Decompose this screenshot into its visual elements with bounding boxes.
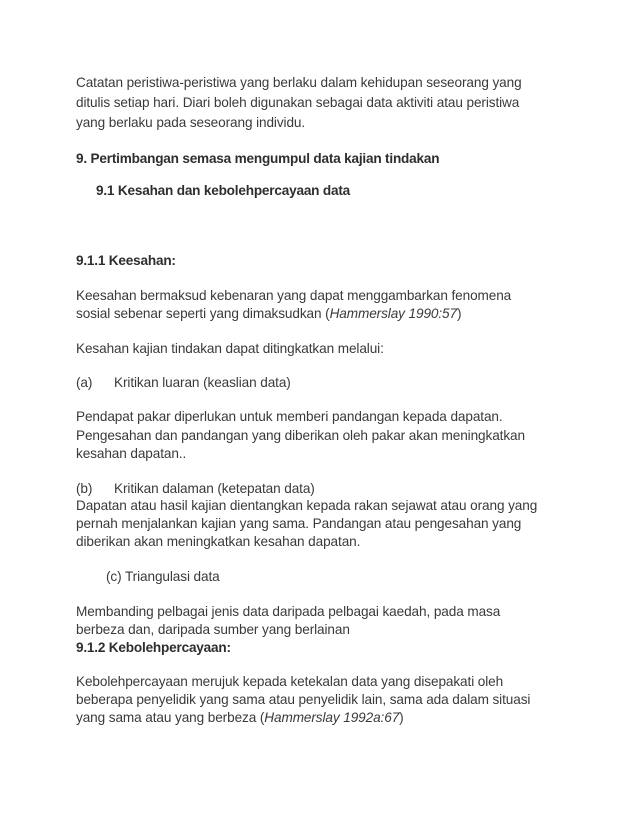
keesahan-line-1: Keesahan bermaksud kebenaran yang dapat menggambarkan fenomena <box>76 288 512 303</box>
kebolehpercayaan-line-3 <box>76 709 404 727</box>
item-a-desc-line-3: kesahan dapatan.. <box>76 446 187 461</box>
section-9-1-heading: 9.1 Kesahan dan kebolehpercayaan data <box>96 183 351 198</box>
section-9-1-1-heading: 9.1.1 Keesahan: <box>76 253 176 268</box>
item-c-desc-line-1: Membanding pelbagai jenis data daripada pelbagai kaedah, pada masa <box>76 604 501 619</box>
item-a <box>76 374 291 392</box>
kebolehpercayaan-line-1: Kebolehpercayaan merujuk kepada ketekalan data yang disepakati oleh <box>76 674 504 689</box>
item-b-desc-line-1: Dapatan atau hasil kajian dientangkan kepada rakan sejawat atau orang yang <box>76 498 538 513</box>
item-a-desc-line-2: Pengesahan dan pandangan yang diberikan oleh pakar akan meningkatkan <box>76 428 525 443</box>
section-9-1-2-heading: 9.1.2 Kebolehpercayaan: <box>76 640 231 655</box>
section-9-heading: 9. Pertimbangan semasa mengumpul data kajian tindakan <box>76 151 440 166</box>
item-c: (c) Triangulasi data <box>106 569 220 584</box>
keesahan-text: sosial sebenar seperti yang dimaksudkan ( <box>76 306 330 321</box>
item-c-desc-line-2: berbeza dan, daripada sumber yang berlainan <box>76 622 350 637</box>
intro-line-1: Catatan peristiwa-peristiwa yang berlaku dalam kehidupan seseorang yang <box>76 75 522 90</box>
keesahan-citation: Hammerslay 1990:57 <box>329 306 457 321</box>
keesahan-line-2 <box>76 305 461 323</box>
item-b-desc-line-3: diberikan akan meningkatkan kesahan dapatan. <box>76 534 361 549</box>
kebolehpercayaan-line-2: beberapa penyelidik yang sama atau penyelidik lain, sama ada dalam situasi <box>76 692 531 707</box>
item-b-text: Kritikan dalaman (ketepatan data) <box>114 481 315 496</box>
item-a-desc-line-1: Pendapat pakar diperlukan untuk memberi pandangan kepada dapatan. <box>76 409 503 424</box>
item-b <box>76 480 315 498</box>
kebolehpercayaan-text: yang sama atau yang berbeza ( <box>76 710 265 725</box>
intro-line-2: ditulis setiap hari. Diari boleh digunakan sebagai data aktiviti atau peristiwa <box>76 95 520 110</box>
kesahan-intro: Kesahan kajian tindakan dapat ditingkatkan melalui: <box>76 341 384 356</box>
keesahan-close: ) <box>456 306 462 321</box>
item-a-text: Kritikan luaran (keaslian data) <box>114 375 291 390</box>
intro-line-3: yang berlaku pada seseorang individu. <box>76 115 306 130</box>
item-b-label: (b) <box>76 481 93 496</box>
item-b-desc-line-2: pernah menjalankan kajian yang sama. Pandangan atau pengesahan yang <box>76 516 522 531</box>
kebolehpercayaan-citation: Hammerslay 1992a:67 <box>264 710 400 725</box>
item-a-label: (a) <box>76 375 93 390</box>
kebolehpercayaan-close: ) <box>399 710 404 725</box>
